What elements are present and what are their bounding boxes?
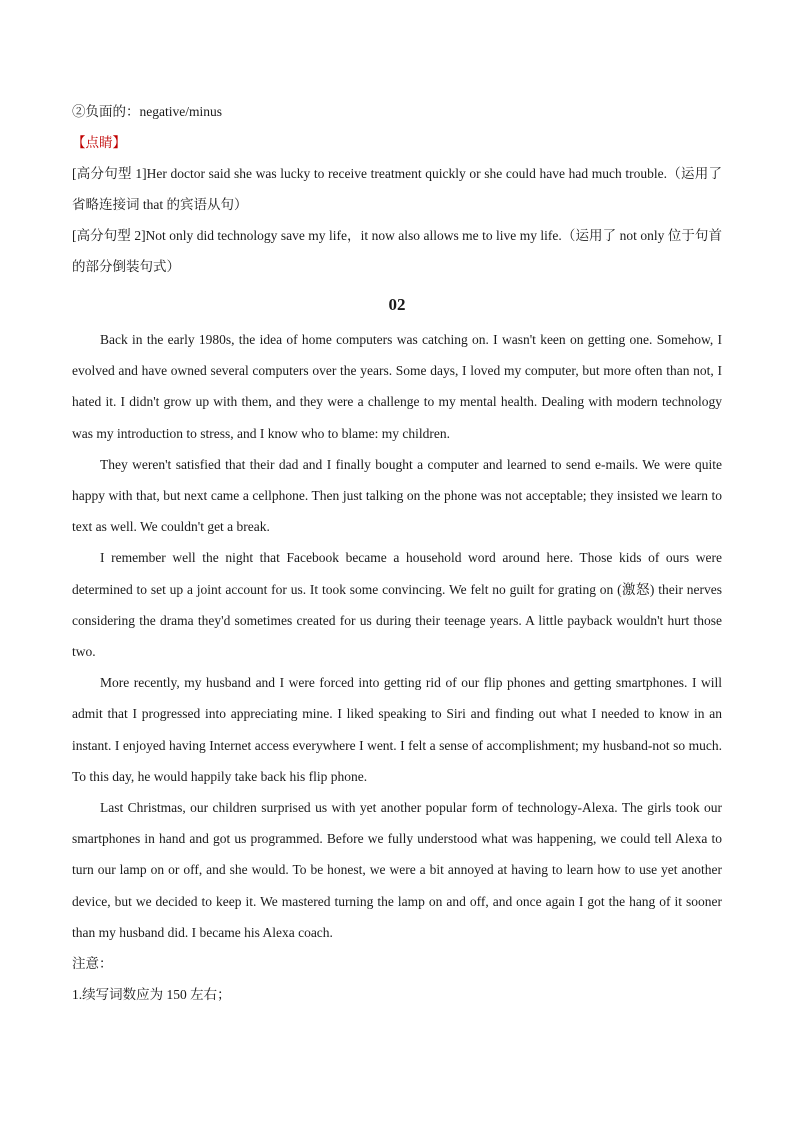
- document-page: [72, 96, 722, 1010]
- vocab-line: ②负面的：negative/minus: [72, 104, 222, 119]
- passage-paragraph-2: They weren't satisfied that their dad and I finally bought a computer and learned to send e-mails. We were quite happy with that, but next came a cellphone. Then just talking on the phone was not acceptable; they insisted we learn to text as well. We couldn't get a break.: [72, 456, 722, 535]
- dianjing-label: 【点睛】: [72, 135, 126, 150]
- passage-paragraph-1: Back in the early 1980s, the idea of home computers was catching on. I wasn't keen on getting one. Somehow, I evolved and have owned several computers over the years. Some days, I loved my computer, but more often than not, I hated it. I didn't grow up with them, and they were a challenge to my mental health. Dealing with modern technology was my introduction to stress, and I know who to blame: my children.: [72, 332, 722, 441]
- highlight-sentence-2: [高分句型 2]Not only did technology save my life，it now also allows me to live my life.（运用了 not only 位于句首的部分倒装句式）: [72, 228, 722, 274]
- note-item-1: 1.续写词数应为 150 左右；: [72, 987, 231, 1003]
- section-number: 02: [388, 295, 406, 314]
- passage-paragraph-5: Last Christmas, our children surprised us with yet another popular form of technology-Alexa. The girls took our smartphones in hand and got us programmed. Before we fully understood what was happening, we could tell Alexa to turn our lamp on or off, and she would. To be honest, we were a bit annoyed at having to learn how to use yet another device, but we decided to keep it. We mastered turning the lamp on and off, and once again I got the hang of it sooner than my husband did. I became his Alexa coach.: [72, 800, 722, 940]
- notes-label: 注意：: [72, 956, 113, 972]
- passage-paragraph-4: More recently, my husband and I were forced into getting rid of our flip phones and getting smartphones. I will admit that I progressed into appreciating mine. I liked speaking to Siri and finding out what I needed to know in an instant. I enjoyed having Internet access everywhere I went. I felt a sense of accomplishment; my husband-not so much. To this day, he would happily take back his flip phone.: [72, 675, 722, 784]
- passage-paragraph-3: I remember well the night that Facebook became a household word around here. Those kids of ours were determined to set up a joint account for us. It took some convincing. We felt no guilt for grating on (激怒) their nerves considering the drama they'd sometimes created for us during their teenage years. A little payback wouldn't hurt those two.: [72, 550, 722, 660]
- highlight-sentence-1: [高分句型 1]Her doctor said she was lucky to receive treatment quickly or she could have had much trouble.（运用了省略连接词 that 的宾语从句）: [72, 166, 722, 212]
